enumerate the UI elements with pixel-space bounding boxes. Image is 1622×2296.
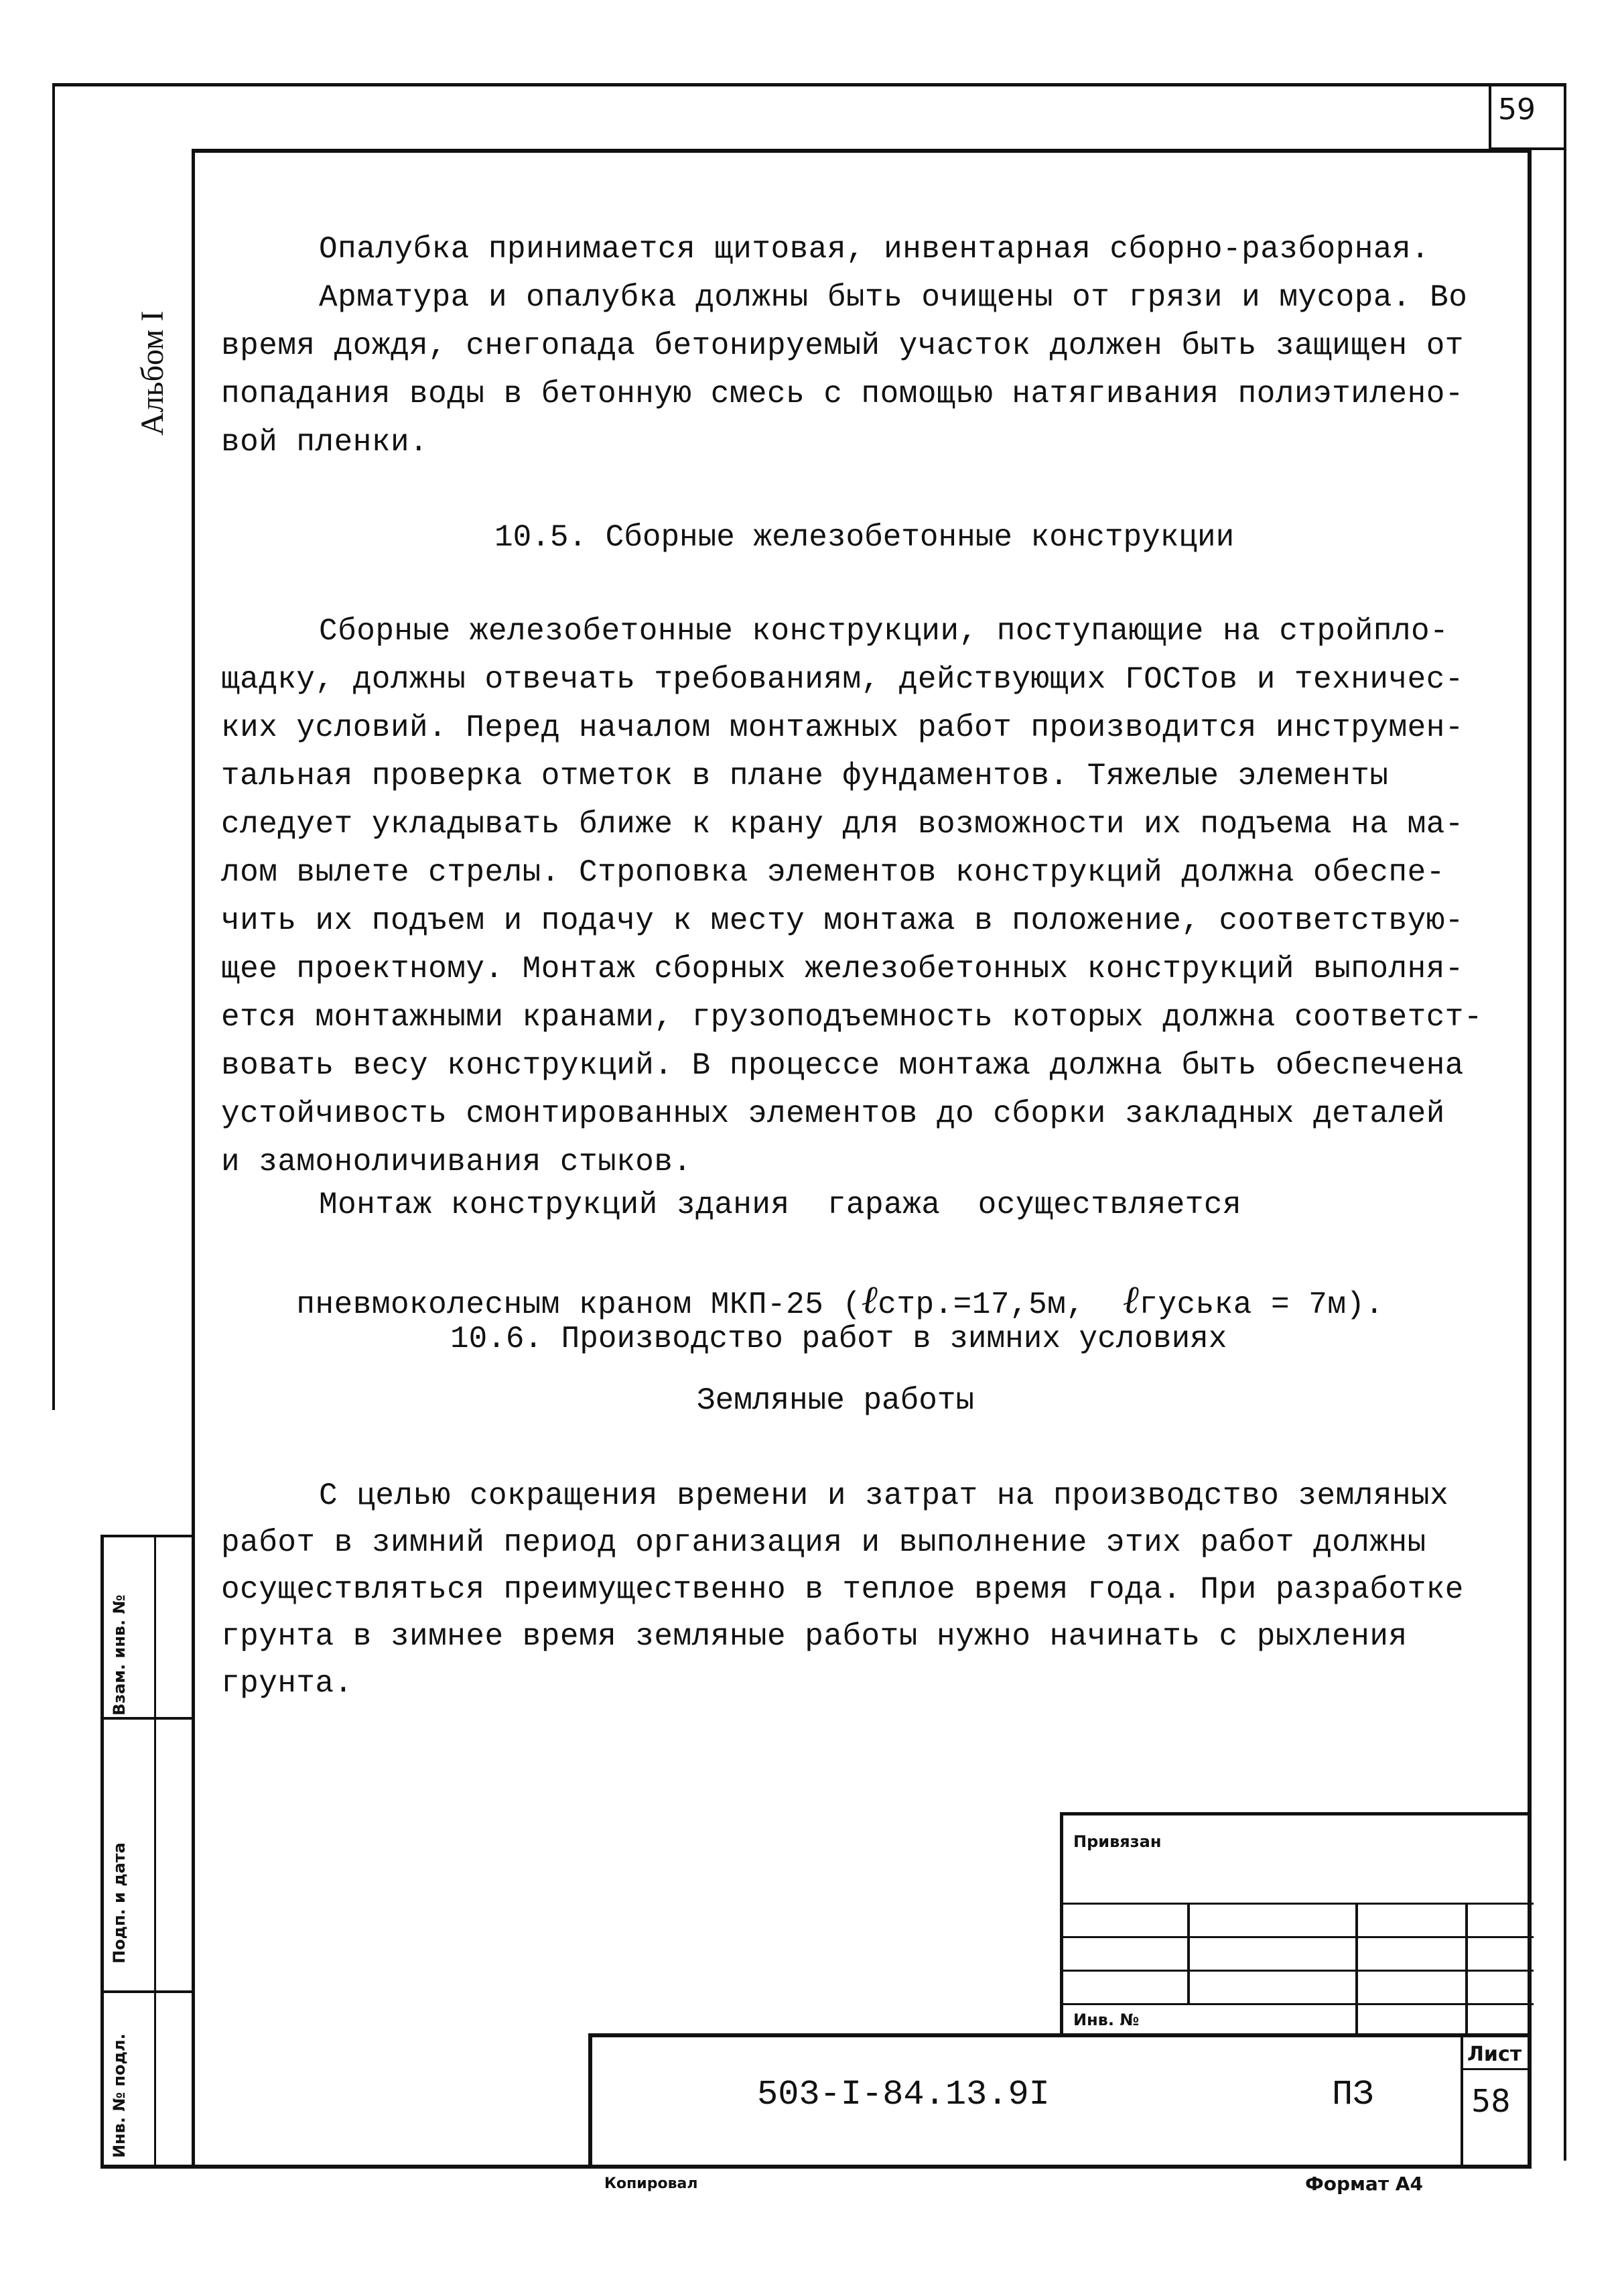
title-block-lower <box>588 2033 1530 2167</box>
outer-frame-top <box>52 83 1564 86</box>
l-symbol: ℓ <box>1122 1278 1140 1322</box>
inner-frame-top <box>192 149 1530 153</box>
heading-10-6: 10.6. Производство работ в зимних условиях <box>450 1322 1227 1356</box>
l-symbol: ℓ <box>861 1278 878 1322</box>
page-number: 59 <box>1498 92 1536 127</box>
outer-frame-left <box>52 83 55 1410</box>
inner-frame-left <box>192 149 195 2167</box>
stamp-podp-data: Подп. и дата <box>110 1842 129 1964</box>
sheet-label: Лист <box>1467 2043 1522 2066</box>
sheet-number: 58 <box>1471 2083 1511 2119</box>
inv-no-label: Инв. № <box>1073 2011 1140 2029</box>
stamp-inv-podl: Инв. № подл. <box>110 2033 129 2158</box>
copied-label: Копировал <box>604 2175 698 2192</box>
stamp-vzam-inv: Взам. инв. № <box>110 1594 129 1716</box>
document-code: 503-I-84.13.9I <box>757 2075 1050 2114</box>
format-label: Формат А4 <box>1305 2173 1423 2195</box>
paragraph-formwork: Опалубка принимается щитовая, инвентарная сборно-разборная. <box>319 232 1430 267</box>
privyazan-label: Привязан <box>1073 1832 1162 1851</box>
document-type: ПЗ <box>1332 2075 1374 2114</box>
heading-10-5: 10.5. Сборные железобетонные конструкции <box>494 520 1235 555</box>
subheading-earthworks: Земляные работы <box>697 1383 975 1418</box>
album-label: Альбом I <box>135 310 170 436</box>
outer-frame-right <box>1564 83 1566 2161</box>
